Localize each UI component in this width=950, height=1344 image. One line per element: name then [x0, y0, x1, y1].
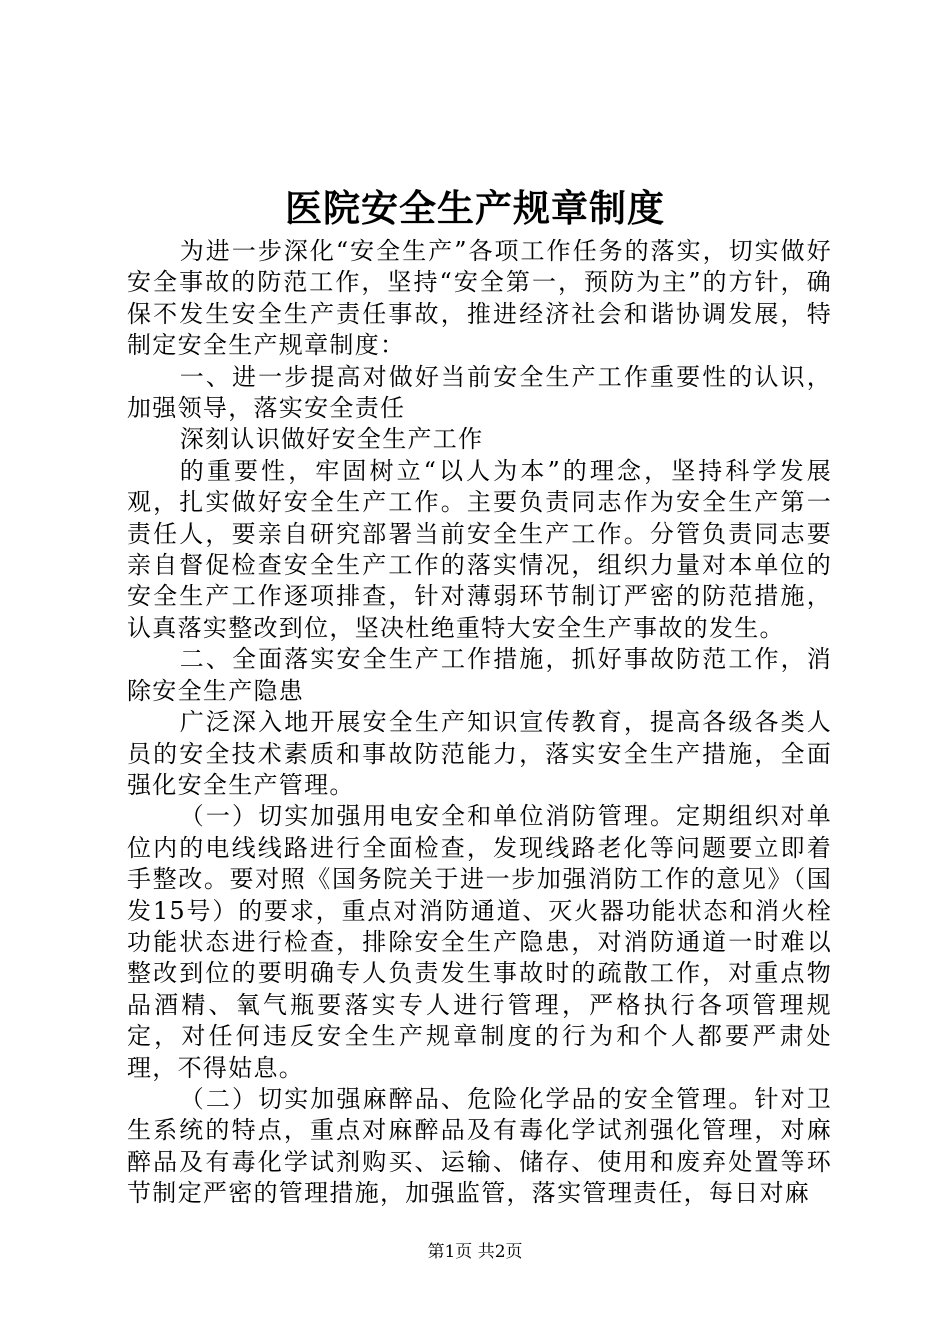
paragraph-section-1-lead: 深刻认识做好安全生产工作 [179, 425, 484, 454]
paragraph-item-1: （一）切实加强用电安全和单位消防管理。定期组织对单位内的电线线路进行全面检查，发现线路老化等问题要立即着手整改。要对照《国务院关于进一步加强消防工作的意见》（国发15号）的要求，重点对消防通道、灭火器功能状态和消火栓功能状态进行检查，排除安全生产隐患，对消防通道一时难以整改到位的要明确专人负责发生事故时的疏散工作，对重点物品酒精、氧气瓶要落实专人进行管理，严格执行各项管理规定，对任何违反安全生产规章制度的行为和个人都要严肃处理，不得姑息。 [127, 802, 832, 1082]
paragraph-section-2-body: 广泛深入地开展安全生产知识宣传教育，提高各级各类人员的安全技术素质和事故防范能力，落实安全生产措施，全面强化安全生产管理。 [127, 708, 832, 799]
paragraph-section-2-heading: 二、全面落实安全生产工作措施，抓好事故防范工作，消除安全生产隐患 [127, 645, 832, 705]
document-body [127, 236, 832, 1210]
paragraph-intro: 为进一步深化“安全生产”各项工作任务的落实，切实做好安全事故的防范工作，坚持“安全第一，预防为主”的方针，确保不发生安全生产责任事故，推进经济社会和谐协调发展，特制定安全生产规章制度： [127, 237, 832, 360]
paragraph-section-1-body: 的重要性，牢固树立“以人为本”的理念，坚持科学发展观，扎实做好安全生产工作。主要负责同志作为安全生产第一责任人，要亲自研究部署当前安全生产工作。分管负责同志要亲自督促检查安全生产工作的落实情况，组织力量对本单位的安全生产工作逐项排查，针对薄弱环节制订严密的防范措施，认真落实整改到位，坚决杜绝重特大安全生产事故的发生。 [127, 456, 832, 642]
document-title: 医院安全生产规章制度 [285, 186, 665, 230]
page-number-footer: 第1页 共2页 [427, 1242, 523, 1262]
paragraph-section-1-heading: 一、进一步提高对做好当前安全生产工作重要性的认识，加强领导，落实安全责任 [127, 362, 832, 423]
paragraph-item-2: （二）切实加强麻醉品、危险化学品的安全管理。针对卫生系统的特点，重点对麻醉品及有毒化学试剂强化管理，对麻醉品及有毒化学试剂购买、运输、储存、使用和废弃处置等环节制定严密的管理措施，加强监管，落实管理责任，每日对麻 [127, 1084, 832, 1208]
